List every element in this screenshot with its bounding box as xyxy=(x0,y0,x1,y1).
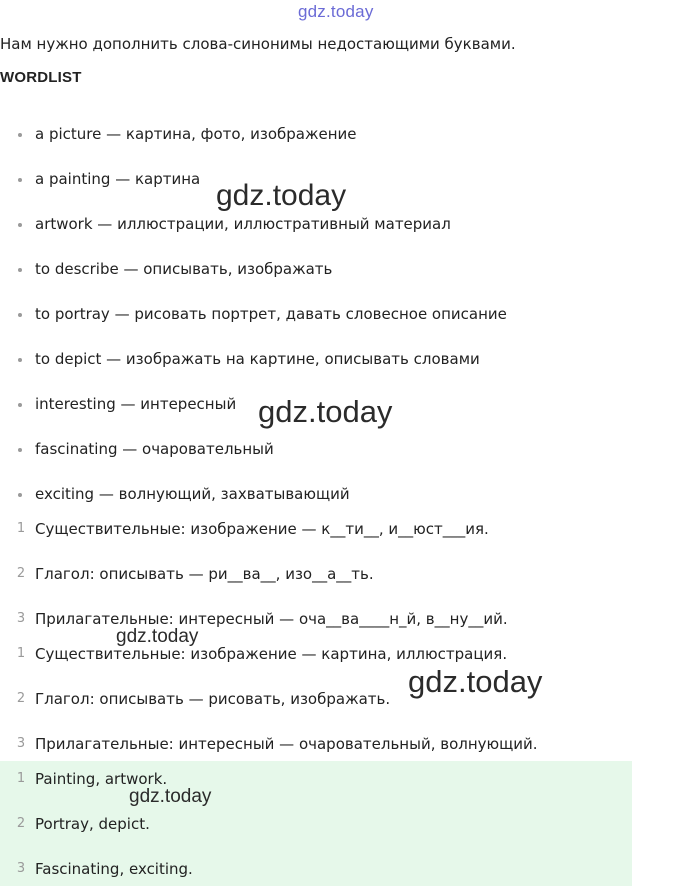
task-item: 2 Глагол: описывать — ри__ва__, изо__а__ть. xyxy=(16,565,374,583)
watermark: gdz.today xyxy=(408,664,543,699)
list-item: a picture — картина, фото, изображение xyxy=(0,123,680,145)
list-item: fascinating — очаровательный xyxy=(0,438,680,460)
wordlist-heading: WORDLIST xyxy=(0,69,82,86)
list-item: artwork — иллюстрации, иллюстративный материал xyxy=(0,213,680,235)
bullet-icon xyxy=(18,313,22,317)
watermark: gdz.today xyxy=(129,786,212,807)
list-item: to describe — описывать, изображать xyxy=(0,258,680,280)
bullet-icon xyxy=(18,133,22,137)
bullet-icon xyxy=(18,178,22,182)
list-item: to portray — рисовать портрет, давать словесное описание xyxy=(0,303,680,325)
watermark: gdz.today xyxy=(258,394,393,429)
task-item: 3 Прилагательные: интересный — оча__ва____н_й, в__ну__ий. xyxy=(16,610,508,628)
task-item: 1 Существительные: изображение — к__ти__, и__юст___ия. xyxy=(16,520,489,538)
solution-item: 2 Глагол: описывать — рисовать, изображать. xyxy=(16,690,391,708)
bullet-icon xyxy=(18,448,22,452)
solution-item: 1 Существительные: изображение — картина, иллюстрация. xyxy=(16,645,508,663)
list-item: to depict — изображать на картине, описывать словами xyxy=(0,348,680,370)
top-watermark: gdz.today xyxy=(298,2,374,21)
intro-text: Нам нужно дополнить слова-синонимы недостающими буквами. xyxy=(0,35,516,53)
solution-item: 3 Прилагательные: интересный — очаровательный, волнующий. xyxy=(16,735,538,753)
watermark: gdz.today xyxy=(216,179,347,212)
answer-item: 1 Painting, artwork. xyxy=(16,770,168,788)
answer-item: 2 Portray, depict. xyxy=(16,815,150,833)
bullet-icon xyxy=(18,493,22,497)
list-item: interesting — интересный xyxy=(0,393,680,415)
bullet-icon xyxy=(18,358,22,362)
bullet-icon xyxy=(18,268,22,272)
list-item: a painting — картина xyxy=(0,168,680,190)
list-item: exciting — волнующий, захватывающий xyxy=(0,483,680,505)
answer-item: 3 Fascinating, exciting. xyxy=(16,860,193,878)
bullet-icon xyxy=(18,223,22,227)
watermark: gdz.today xyxy=(116,626,199,647)
bullet-icon xyxy=(18,403,22,407)
